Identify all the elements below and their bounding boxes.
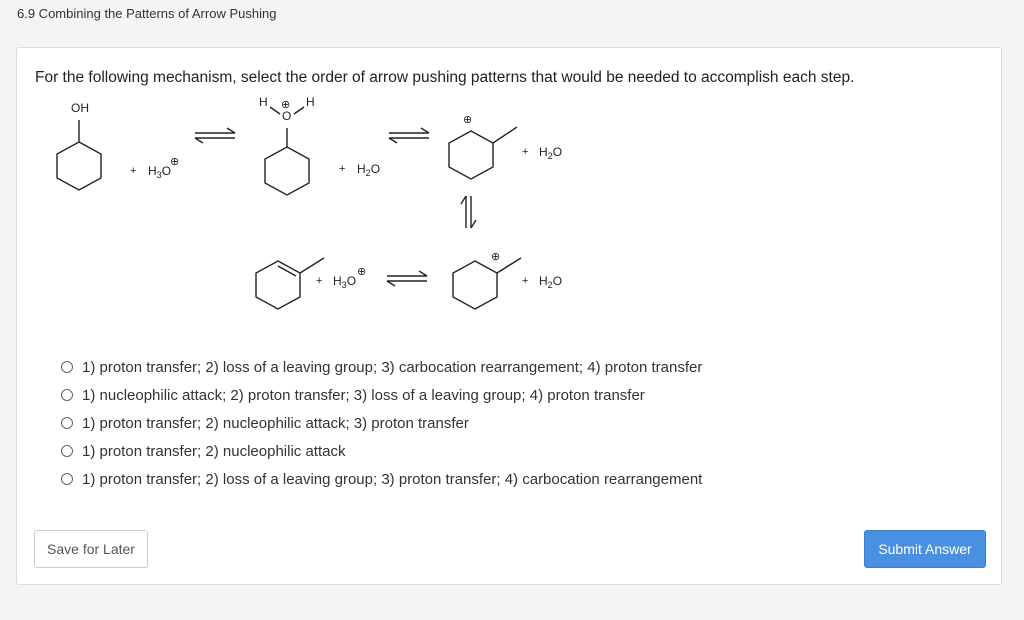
plus-sign: + (339, 163, 346, 175)
charge-symbol: ⊕ (463, 114, 473, 126)
answer-option[interactable] (61, 409, 702, 437)
equilibrium-arrow-vertical (461, 196, 476, 228)
water-formula: $H_2O$ (357, 162, 381, 178)
tertiary-carbocation (453, 258, 521, 309)
option-label: 1) proton transfer; 2) loss of a leaving group; 3) carbocation rearrangement; 4) proton transfer (82, 358, 703, 376)
radio-button[interactable] (61, 445, 73, 457)
answer-option[interactable] (61, 381, 702, 409)
plus-sign: + (130, 165, 137, 177)
hydronium-formula: $H_3O$ (148, 164, 172, 180)
charge-symbol: ⊕ (491, 251, 501, 263)
equilibrium-arrow-3 (387, 271, 427, 286)
question-card (16, 47, 1002, 585)
option-label: 1) proton transfer; 2) loss of a leaving group; 3) proton transfer; 4) carbocation rearrangement (82, 470, 703, 488)
plus-sign: + (522, 146, 529, 158)
charge-symbol: ⊕ (357, 266, 367, 278)
answer-options (61, 353, 702, 493)
option-label: 1) proton transfer; 2) nucleophilic attack; 3) proton transfer (82, 414, 469, 432)
hydronium-formula: $H_3O$ (333, 274, 357, 290)
save-for-later-button[interactable]: Save for Later (34, 530, 148, 568)
radio-button[interactable] (61, 417, 73, 429)
equilibrium-arrow-1 (195, 128, 235, 143)
plus-sign: + (522, 275, 529, 287)
alkene-product (256, 258, 324, 309)
hydroxyl-label: OH (71, 101, 89, 115)
water-formula: $H_2O$ (539, 274, 563, 290)
water-formula: $H_2O$ (539, 145, 563, 161)
answer-option[interactable] (61, 437, 702, 465)
charge-symbol: ⊕ (281, 99, 291, 111)
mechanism-diagram (17, 48, 1001, 338)
equilibrium-arrow-2 (389, 128, 429, 143)
cyclohexanol-molecule (57, 120, 101, 190)
oxonium-h-left: H (259, 95, 268, 109)
section-title: 6.9 Combining the Patterns of Arrow Pushing (17, 6, 277, 21)
oxonium-o: O (282, 109, 292, 123)
question-prompt: For the following mechanism, select the order of arrow pushing patterns that would be needed to accomplish each step. (35, 69, 855, 86)
answer-option[interactable] (61, 353, 702, 381)
secondary-carbocation (449, 127, 517, 179)
option-label: 1) proton transfer; 2) nucleophilic attack (82, 442, 346, 460)
charge-symbol: ⊕ (170, 156, 180, 168)
plus-sign: + (316, 275, 323, 287)
radio-button[interactable] (61, 361, 73, 373)
radio-button[interactable] (61, 389, 73, 401)
answer-option[interactable] (61, 465, 702, 493)
option-label: 1) nucleophilic attack; 2) proton transfer; 3) loss of a leaving group; 4) proton transfer (82, 386, 645, 404)
oxonium-h-right: H (306, 95, 315, 109)
radio-button[interactable] (61, 473, 73, 485)
submit-answer-button[interactable]: Submit Answer (864, 530, 986, 568)
